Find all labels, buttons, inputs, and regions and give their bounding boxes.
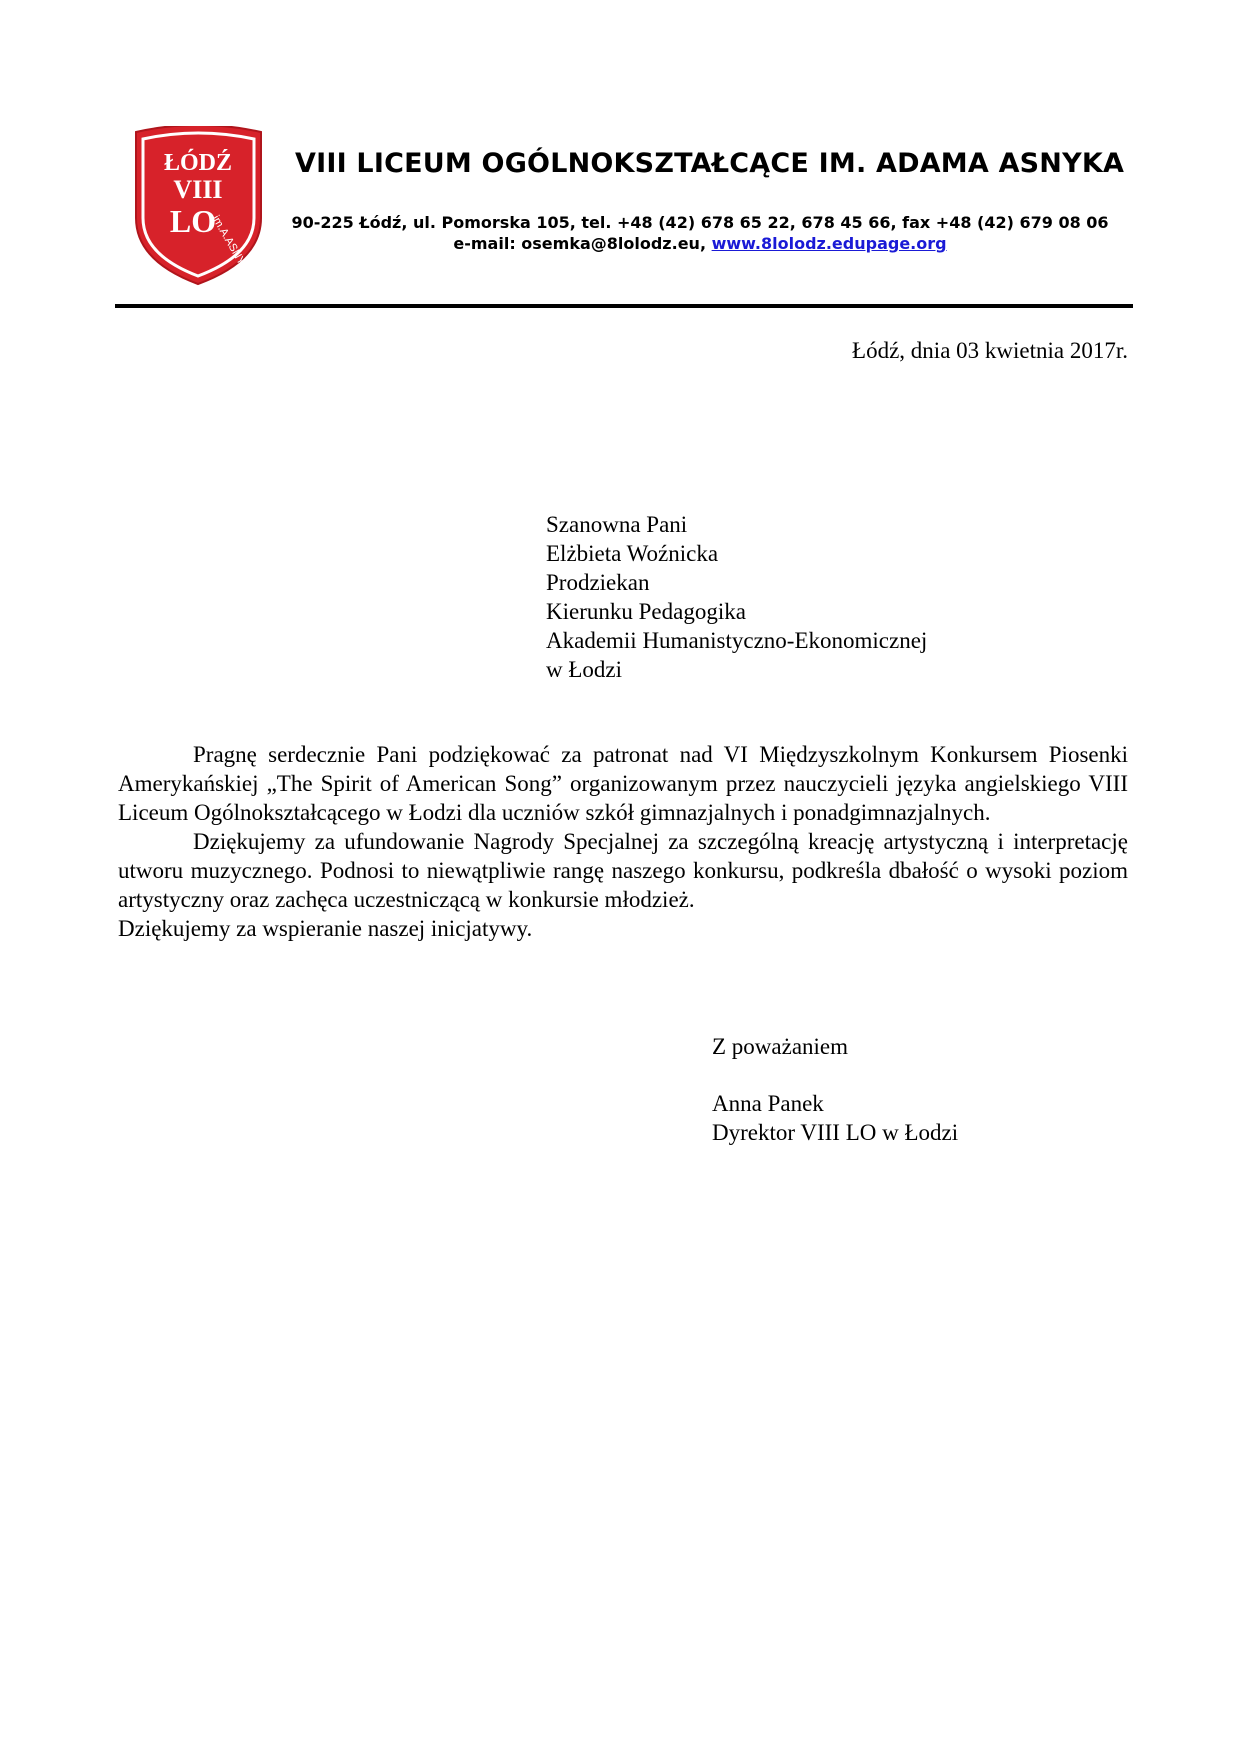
addressee-line: Kierunku Pedagogika bbox=[546, 599, 746, 624]
addressee-line: w Łodzi bbox=[546, 657, 623, 682]
letter-date: Łódź, dnia 03 kwietnia 2017r. bbox=[852, 338, 1128, 363]
logo-arc-text: im.A.ASNYKA bbox=[209, 213, 255, 280]
school-email: e-mail: osemka@8lolodz.eu, bbox=[453, 234, 712, 253]
logo-city-text: ŁÓDŹ bbox=[163, 150, 233, 176]
logo-lo-text: LO bbox=[169, 203, 217, 239]
addressee-line: Elżbieta Woźnicka bbox=[546, 541, 719, 566]
school-contact bbox=[280, 234, 1120, 253]
school-logo-shield bbox=[132, 126, 265, 286]
school-website-link[interactable]: www.8lolodz.edupage.org bbox=[711, 234, 947, 253]
body-paragraph-2: Dziękujemy za ufundowanie Nagrody Specjalnej za szczególną kreację artystyczną i interpretację utworu muzycznego. Podnosi to niewątpliwie rangę naszego konkursu, podkreśla dbałość o wysoki poziom artystyczny oraz zachęca uczestniczącą w konkursie młodzież. bbox=[118, 829, 1128, 912]
body-paragraph-3: Dziękujemy za wspieranie naszej inicjatywy. bbox=[118, 916, 533, 941]
logo-viii-text: VIII bbox=[173, 175, 223, 204]
school-name-heading: VIII LICEUM OGÓLNOKSZTAŁCĄCE IM. ADAMA ASNYKA bbox=[295, 148, 1125, 179]
closing-block bbox=[712, 1032, 958, 1147]
school-address: 90-225 Łódź, ul. Pomorska 105, tel. +48 (42) 678 65 22, 678 45 66, fax +48 (42) 679 08 06 bbox=[291, 213, 1109, 232]
header-divider bbox=[115, 304, 1133, 308]
closing-salutation: Z poważaniem bbox=[712, 1034, 849, 1059]
signatory-name: Anna Panek bbox=[712, 1091, 824, 1116]
addressee-line: Szanowna Pani bbox=[546, 512, 688, 537]
addressee-block bbox=[546, 510, 927, 684]
addressee-line: Prodziekan bbox=[546, 570, 650, 595]
signatory-title: Dyrektor VIII LO w Łodzi bbox=[712, 1120, 959, 1145]
letter-body bbox=[118, 740, 1128, 943]
addressee-line: Akademii Humanistyczno-Ekonomicznej bbox=[546, 628, 928, 653]
body-paragraph-1: Pragnę serdecznie Pani podziękować za patronat nad VI Międzyszkolnym Konkursem Piosenki Amerykańskiej „The Spirit of American Song” organizowanym przez nauczycieli języka angielskiego VIII Liceum Ogólnokształcącego w Łodzi dla uczniów szkół gimnazjalnych i ponadgimnazjalnych. bbox=[118, 742, 1128, 825]
